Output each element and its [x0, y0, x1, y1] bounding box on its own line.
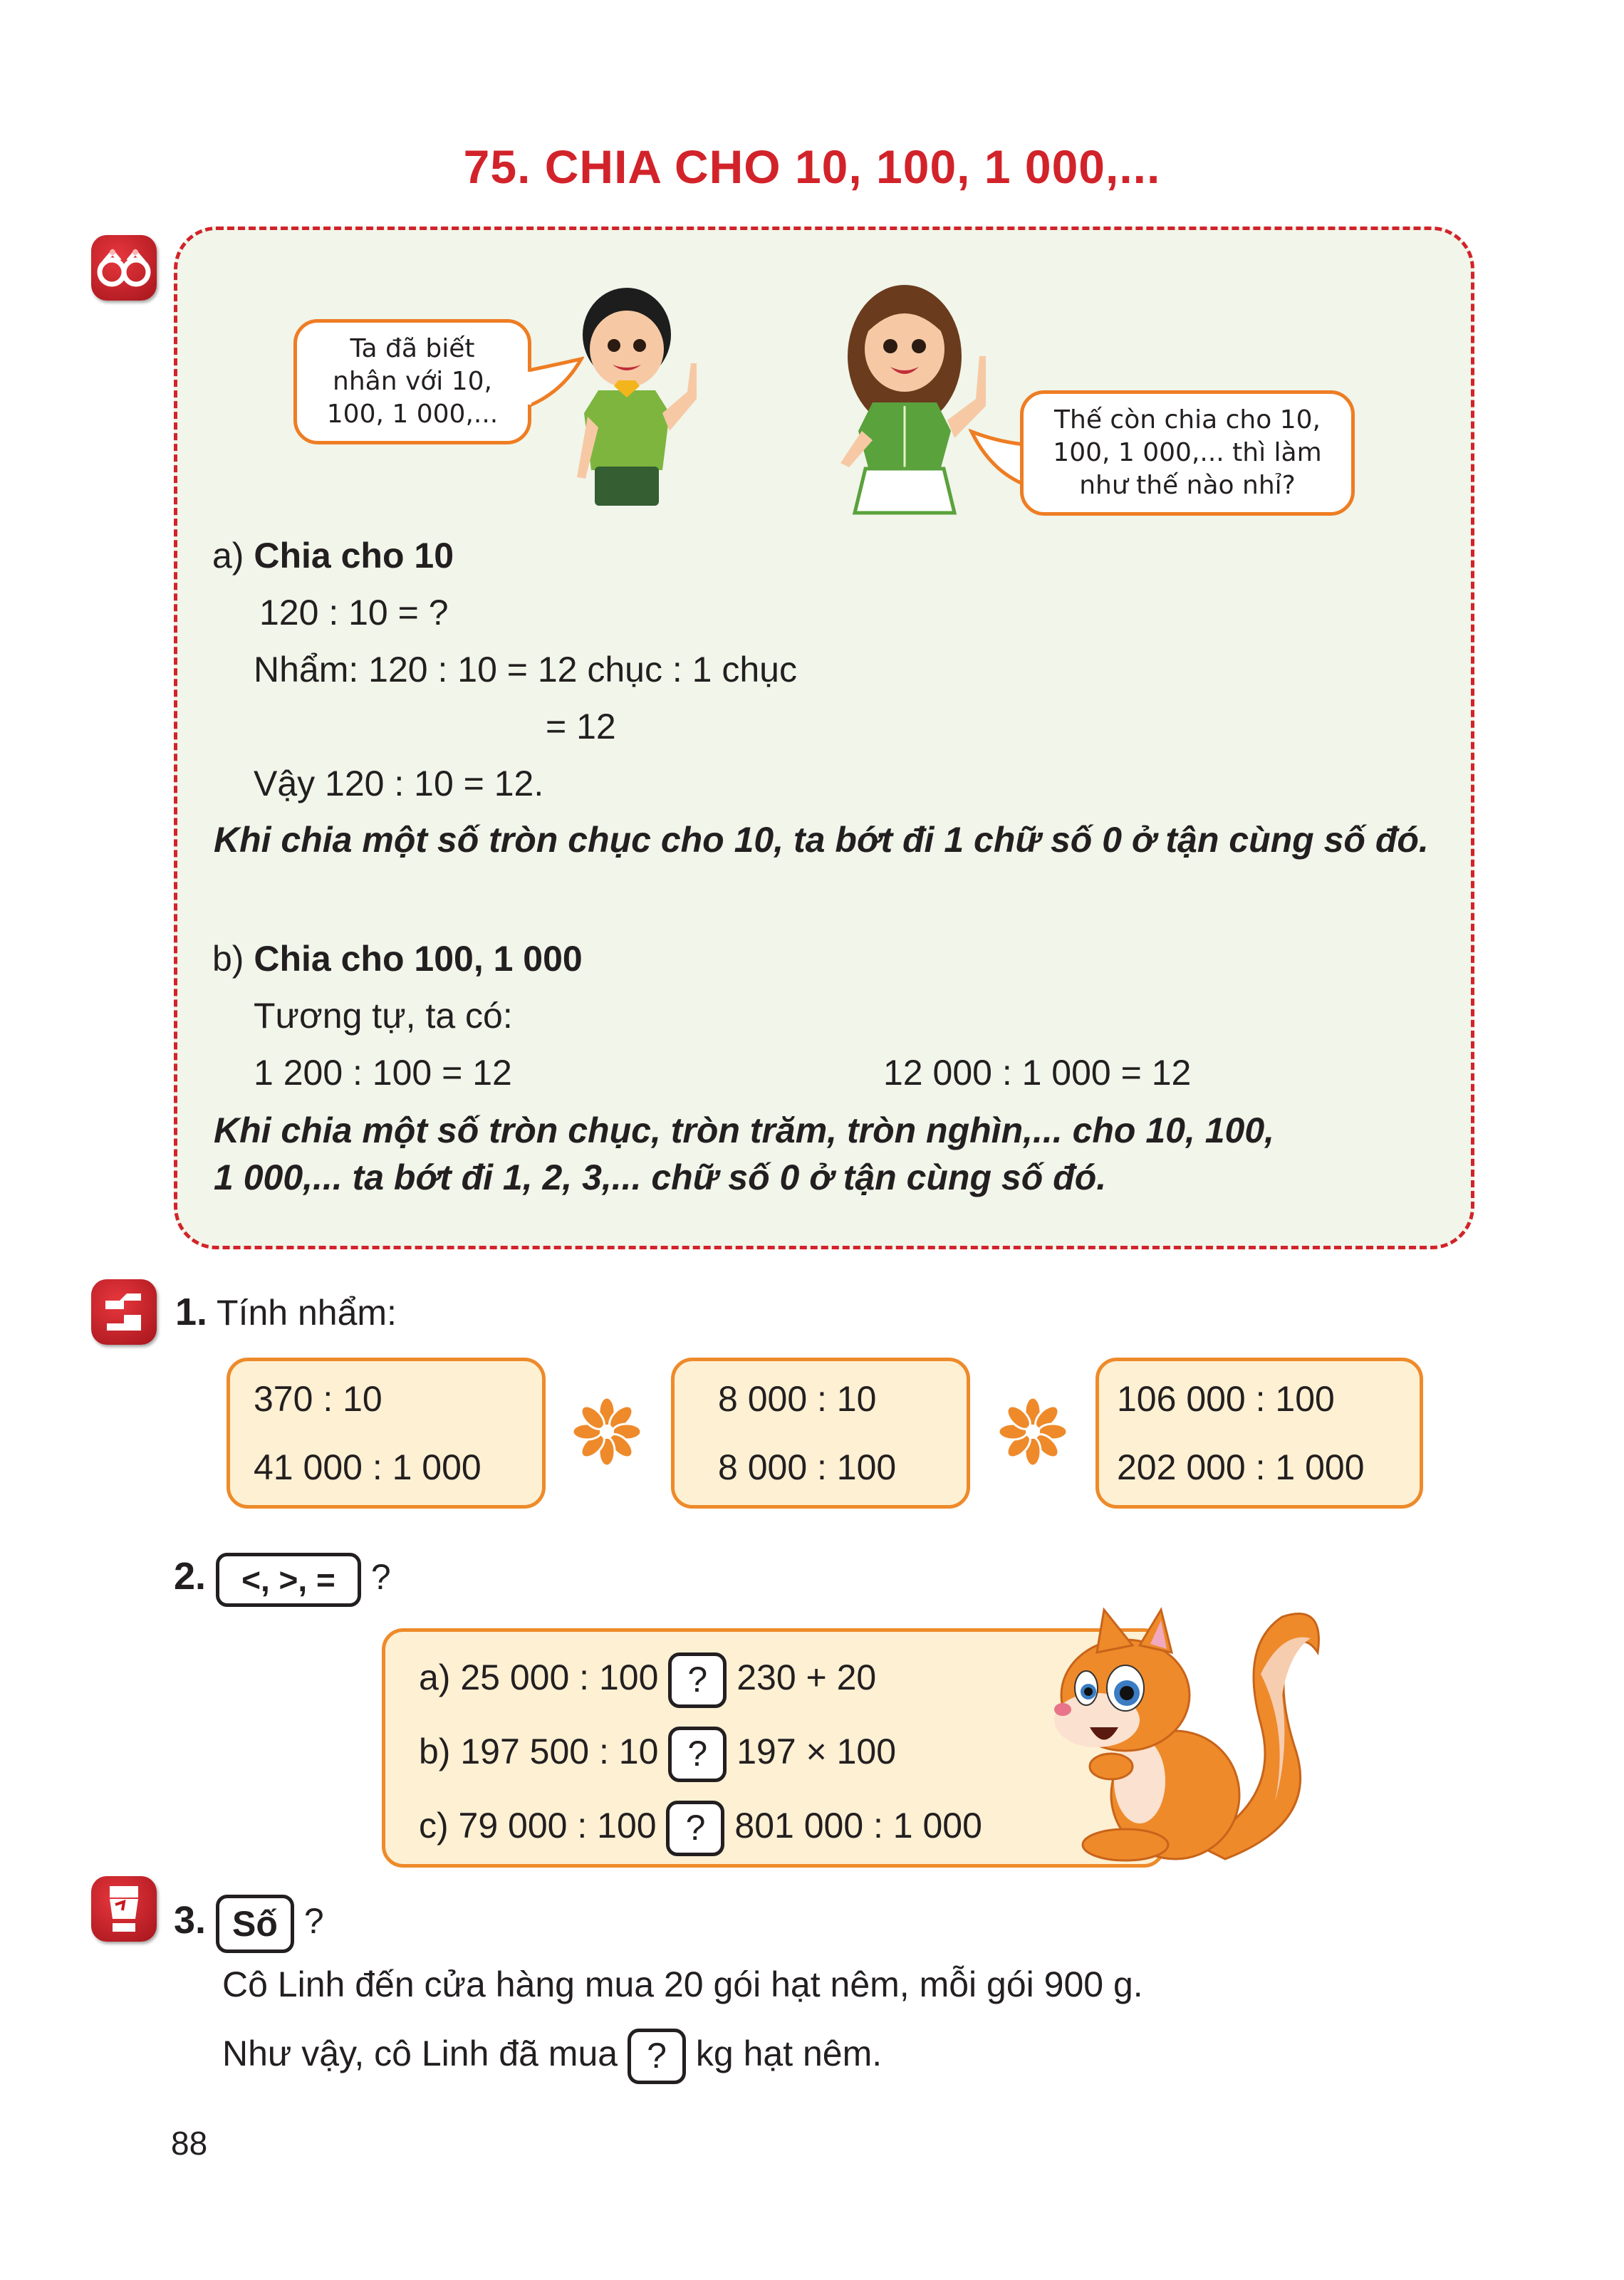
comparison-row: [419, 1652, 876, 1708]
flower-icon: [997, 1396, 1068, 1467]
part-b-heading: [212, 937, 583, 980]
comparison-right: 230 + 20: [736, 1657, 877, 1698]
part-a-line: Vậy 120 : 10 = 12.: [254, 764, 544, 803]
comparison-row: [419, 1727, 896, 1782]
boy-bubble-line: Ta đã biết: [350, 334, 475, 363]
exercise1-item: 8 000 : 100: [718, 1447, 897, 1487]
part-a-line: = 12: [546, 707, 616, 746]
boy-illustration: [556, 285, 712, 520]
boy-bubble-line: 100, 1 000,...: [326, 400, 499, 429]
part-b-intro: Tương tự, ta có:: [254, 996, 513, 1036]
hands-practice-icon: [91, 1279, 157, 1345]
girl-bubble-tail: [969, 427, 1026, 491]
part-b-rule-line2: 1 000,... ta bớt đi 1, 2, 3,... chữ số 0 ở tận cùng số đó.: [214, 1157, 1107, 1197]
girl-bubble-line: Thế còn chia cho 10,: [1054, 405, 1321, 434]
squirrel-illustration: [1047, 1588, 1332, 1873]
comparison-right: 197 × 100: [736, 1732, 897, 1772]
exercise1-heading: [175, 1291, 397, 1334]
exercise2-question-mark: ?: [370, 1557, 391, 1598]
flower-icon: [571, 1396, 642, 1467]
part-b-example: 12 000 : 1 000 = 12: [883, 1053, 1192, 1093]
boy-bubble-line: nhân với 10,: [333, 367, 492, 396]
exercise1-item: 202 000 : 1 000: [1117, 1447, 1365, 1487]
part-b-example: 1 200 : 100 = 12: [254, 1053, 512, 1093]
exercise1-item: 41 000 : 1 000: [254, 1447, 482, 1487]
exercise2-number: 2.: [174, 1555, 207, 1598]
comparison-blank[interactable]: ?: [666, 1801, 724, 1856]
comparison-left: a) 25 000 : 100: [419, 1657, 659, 1698]
exercise1-item: 370 : 10: [254, 1379, 382, 1419]
binoculars-icon: [91, 235, 157, 301]
comparison-row: [419, 1801, 982, 1856]
exercise3-number: 3.: [174, 1899, 207, 1942]
exercise3-line2-after: kg hạt nêm.: [695, 2034, 883, 2074]
exercise2-heading: [174, 1553, 391, 1607]
part-b-rule-line1: Khi chia một số tròn chục, tròn trăm, tròn nghìn,... cho 10, 100,: [214, 1110, 1275, 1150]
exercise3-problem-line1: Cô Linh đến cửa hàng mua 20 gói hạt nêm, mỗi gói 900 g.: [222, 1964, 1143, 2004]
part-a-line: Nhẩm: 120 : 10 = 12 chục : 1 chục: [254, 650, 797, 689]
exercise1-item: 8 000 : 10: [718, 1379, 877, 1419]
part-a-rule: Khi chia một số tròn chục cho 10, ta bớt đi 1 chữ số 0 ở tận cùng số đó.: [214, 820, 1429, 860]
girl-speech-bubble: [1020, 390, 1355, 516]
comparison-left: c) 79 000 : 100: [419, 1806, 657, 1846]
comparison-symbols-box: <, >, =: [216, 1553, 361, 1607]
comparison-right: 801 000 : 1 000: [734, 1806, 982, 1846]
part-a-line: 120 : 10 = ?: [259, 593, 449, 633]
part-b-prefix: b): [212, 939, 244, 979]
number-label-box: Số: [216, 1895, 294, 1953]
comparison-blank[interactable]: ?: [668, 1727, 727, 1782]
page-number: 88: [171, 2125, 208, 2162]
part-a-heading: [212, 534, 454, 577]
girl-bubble-line: như thế nào nhỉ?: [1079, 471, 1296, 500]
exercise3-line2-before: Như vậy, cô Linh đã mua: [222, 2034, 618, 2074]
comparison-blank[interactable]: ?: [668, 1652, 727, 1708]
part-b-title: Chia cho 100, 1 000: [254, 939, 583, 979]
girl-bubble-line: 100, 1 000,... thì làm: [1053, 438, 1322, 467]
boy-speech-bubble: [293, 319, 531, 444]
exercise3-heading: [174, 1895, 324, 1953]
comparison-left: b) 197 500 : 10: [419, 1732, 659, 1772]
fist-icon: [91, 1876, 157, 1942]
answer-blank[interactable]: ?: [628, 2029, 686, 2084]
exercise1-label: Tính nhẩm:: [217, 1293, 397, 1333]
lesson-title: 75. CHIA CHO 10, 100, 1 000,...: [463, 140, 1161, 193]
exercise1-item: 106 000 : 100: [1117, 1379, 1335, 1419]
exercise1-number: 1.: [175, 1291, 208, 1333]
part-a-title: Chia cho 10: [254, 536, 454, 576]
exercise3-problem-line2: [222, 2029, 882, 2084]
exercise3-question-mark: ?: [303, 1901, 324, 1942]
part-a-prefix: a): [212, 536, 244, 576]
